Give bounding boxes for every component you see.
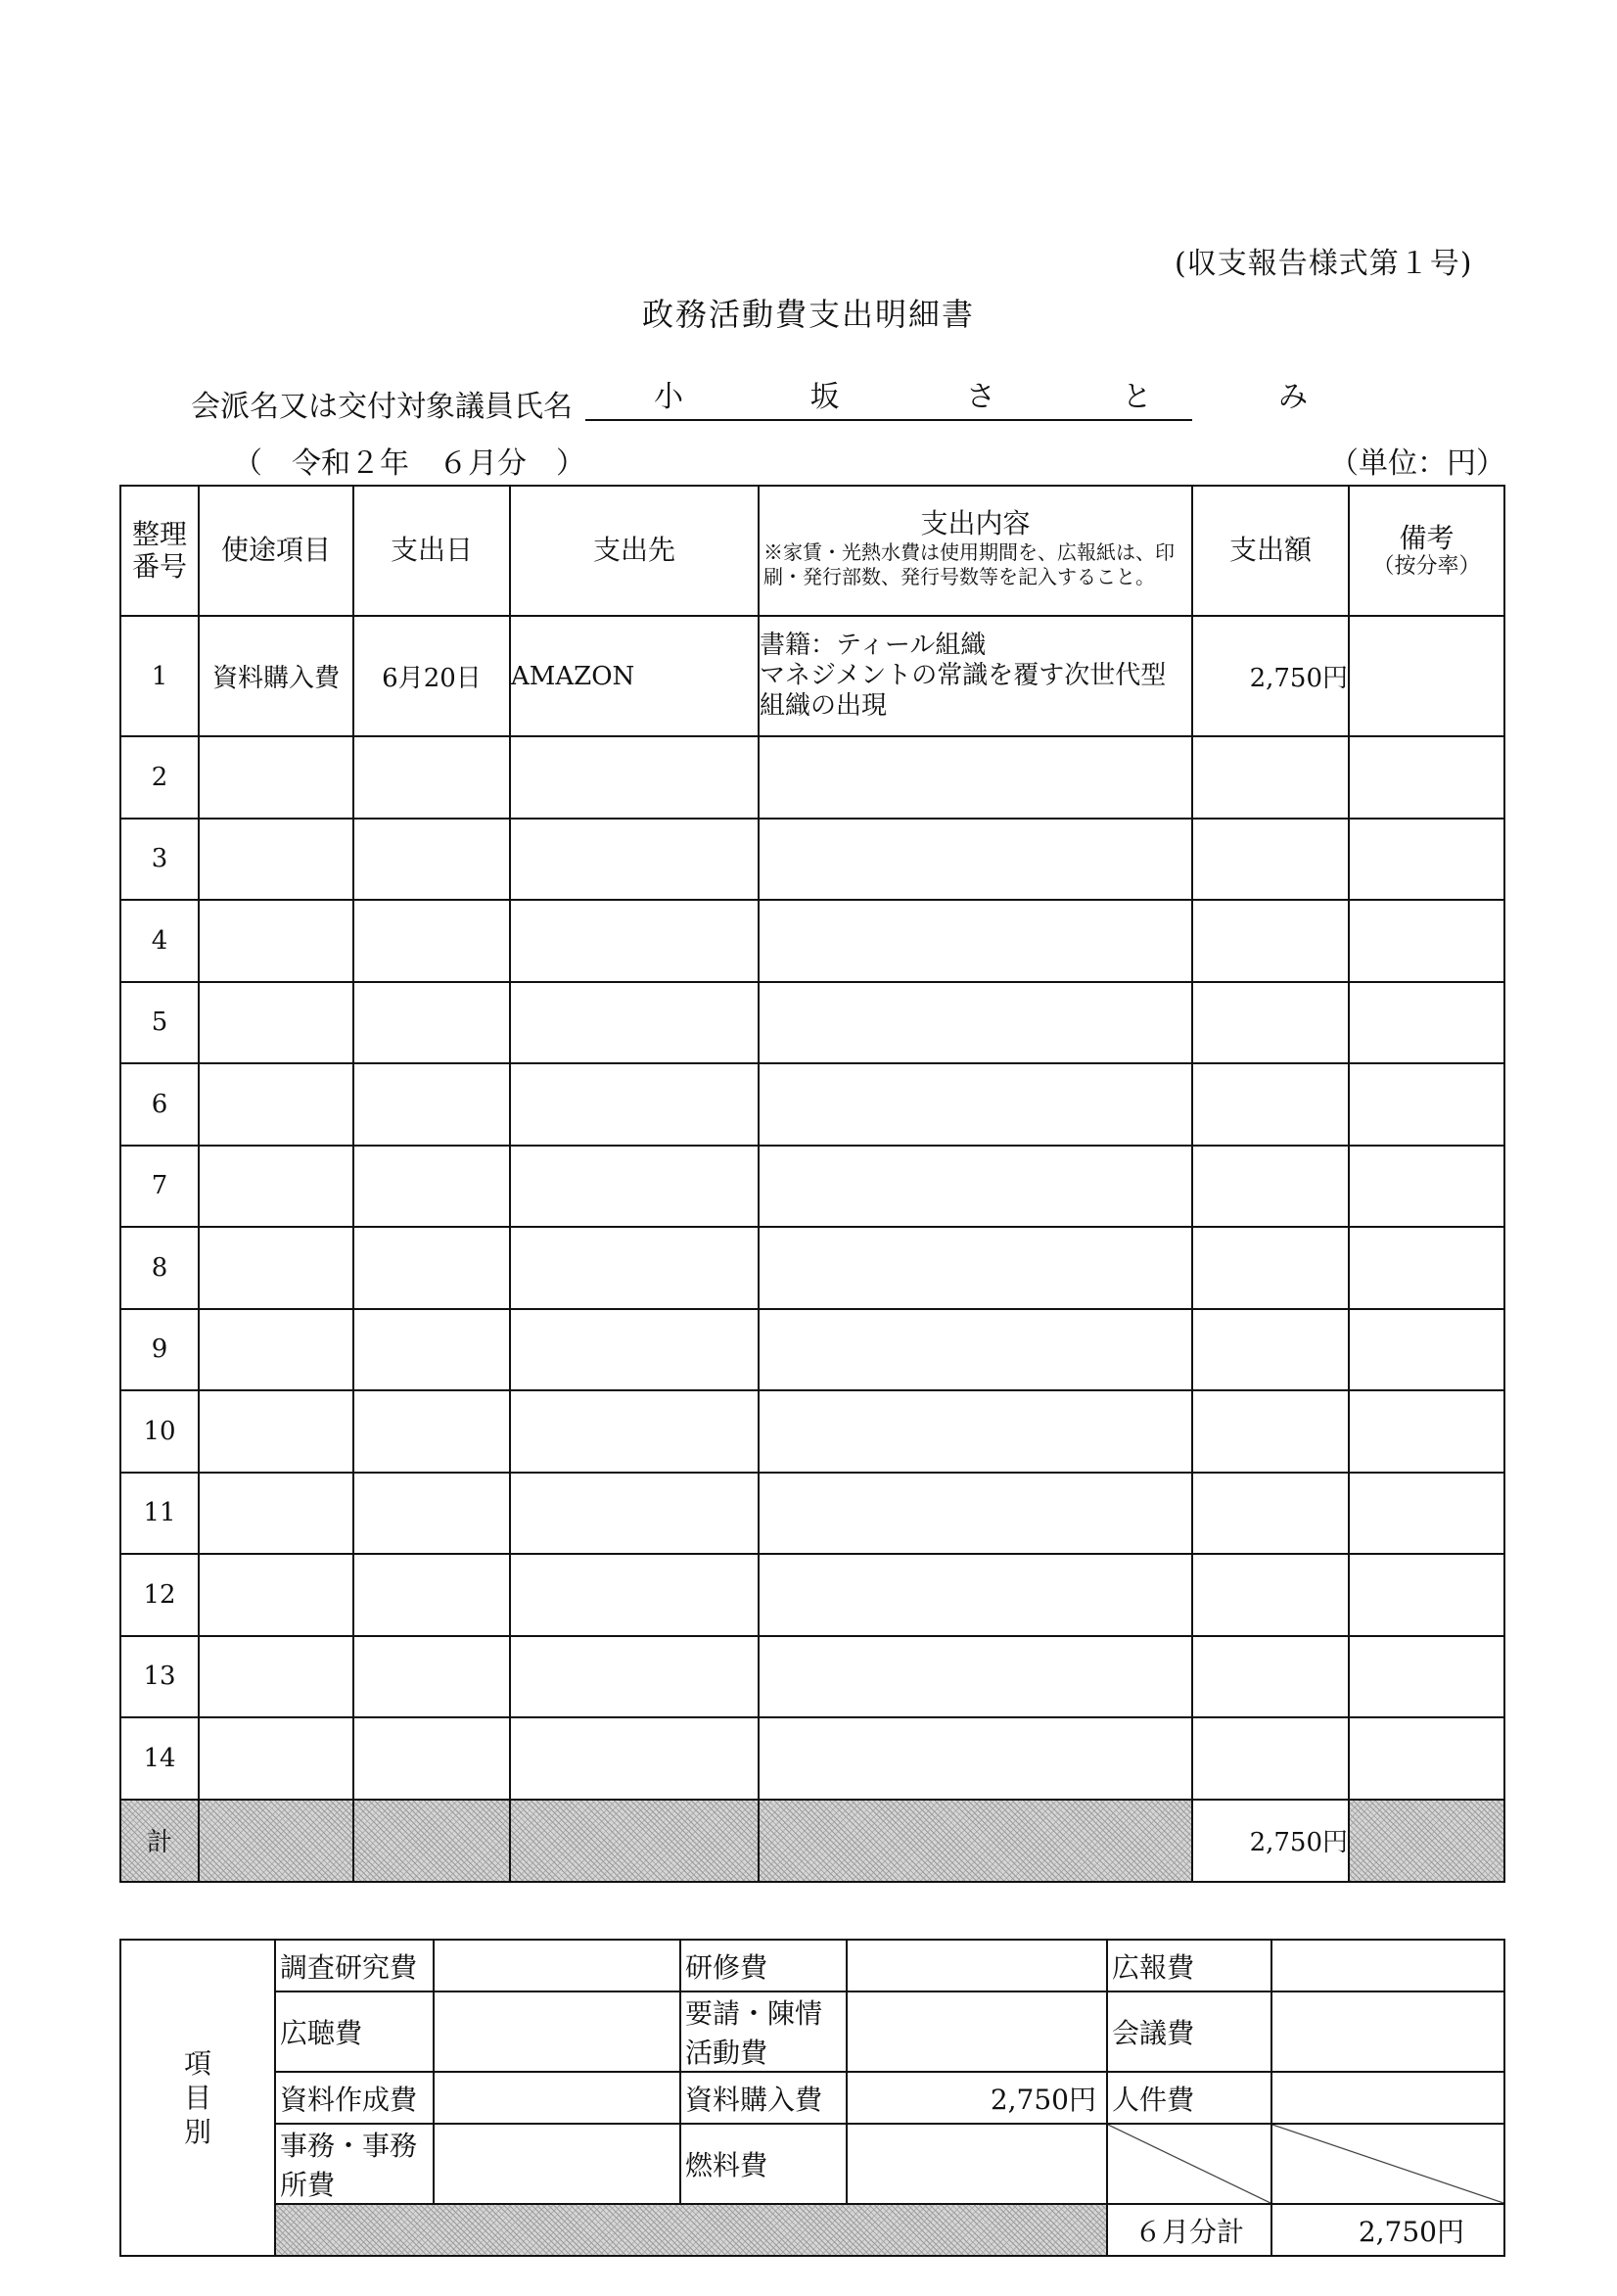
row-number: 14 xyxy=(120,1717,199,1800)
summary-crossed-cell-1 xyxy=(1107,2124,1271,2204)
summary-month-total-value: 2,750円 xyxy=(1271,2204,1504,2256)
table-header-row xyxy=(120,486,1504,616)
total-row xyxy=(120,1800,1504,1882)
row-remarks xyxy=(1349,1309,1504,1391)
summary-label-fuel: 燃料費 xyxy=(680,2124,847,2204)
row-amount xyxy=(1192,1717,1349,1800)
summary-label-petition: 要請・陳情活動費 xyxy=(680,1991,847,2072)
summary-value-pr xyxy=(1271,1940,1504,1991)
row-number: 9 xyxy=(120,1309,199,1391)
row-amount xyxy=(1192,1554,1349,1636)
summary-label-materials-creation: 資料作成費 xyxy=(275,2072,434,2124)
row-number: 7 xyxy=(120,1146,199,1228)
row-amount: 2,750円 xyxy=(1192,616,1349,736)
row-remarks xyxy=(1349,1227,1504,1309)
row-purpose xyxy=(199,982,353,1064)
row-amount xyxy=(1192,1636,1349,1718)
row-payee xyxy=(510,1473,759,1555)
row-amount xyxy=(1192,1227,1349,1309)
table-row xyxy=(120,1227,1504,1309)
table-row xyxy=(120,982,1504,1064)
header-content-note: ※家賃・光熱水費は使用期間を、広報紙は、印刷・発行部数、発行号数等を記入すること。 xyxy=(763,539,1175,588)
row-date xyxy=(353,1473,510,1555)
row-remarks xyxy=(1349,1146,1504,1228)
row-date xyxy=(353,1636,510,1718)
row-number: 13 xyxy=(120,1636,199,1718)
summary-value-hearing xyxy=(434,1991,680,2072)
row-content xyxy=(759,1146,1192,1228)
row-content xyxy=(759,900,1192,982)
row-number: 2 xyxy=(120,736,199,819)
row-amount xyxy=(1192,1390,1349,1473)
row-number: 3 xyxy=(120,819,199,901)
table-row xyxy=(120,1146,1504,1228)
header-date: 支出日 xyxy=(353,486,510,616)
row-remarks xyxy=(1349,1473,1504,1555)
table-row xyxy=(120,900,1504,982)
summary-value-research xyxy=(434,1940,680,1991)
summary-side-label: 項目別 xyxy=(120,1940,275,2256)
header-payee: 支出先 xyxy=(510,486,759,616)
row-purpose xyxy=(199,900,353,982)
page-title: 政務活動費支出明細書 xyxy=(641,296,975,333)
summary-value-materials-purchase: 2,750円 xyxy=(847,2072,1107,2124)
row-date xyxy=(353,1063,510,1146)
row-payee xyxy=(510,982,759,1064)
table-row xyxy=(120,1554,1504,1636)
row-date xyxy=(353,736,510,819)
row-amount xyxy=(1192,1146,1349,1228)
row-remarks xyxy=(1349,819,1504,901)
row-payee xyxy=(510,819,759,901)
row-number: 5 xyxy=(120,982,199,1064)
row-purpose xyxy=(199,1146,353,1228)
summary-label-training: 研修費 xyxy=(680,1940,847,1991)
row-date xyxy=(353,1390,510,1473)
summary-label-meeting: 会議費 xyxy=(1107,1991,1271,2072)
header-no: 整理番号 xyxy=(120,486,199,616)
row-payee xyxy=(510,1309,759,1391)
row-remarks xyxy=(1349,900,1504,982)
row-purpose: 資料購入費 xyxy=(199,616,353,736)
row-content xyxy=(759,1309,1192,1391)
row-remarks xyxy=(1349,982,1504,1064)
row-remarks xyxy=(1349,1390,1504,1473)
row-content xyxy=(759,1717,1192,1800)
total-label: 計 xyxy=(120,1800,199,1882)
row-number: 1 xyxy=(120,616,199,736)
summary-label-research: 調査研究費 xyxy=(275,1940,434,1991)
row-date xyxy=(353,982,510,1064)
row-remarks xyxy=(1349,1717,1504,1800)
header-remarks-title: 備考 xyxy=(1399,521,1455,554)
row-date: 6月20日 xyxy=(353,616,510,736)
row-payee xyxy=(510,1227,759,1309)
row-number: 12 xyxy=(120,1554,199,1636)
header-purpose: 使途項目 xyxy=(199,486,353,616)
summary-value-training xyxy=(847,1940,1107,1991)
row-payee xyxy=(510,1146,759,1228)
row-purpose xyxy=(199,819,353,901)
row-purpose xyxy=(199,1390,353,1473)
row-content xyxy=(759,1554,1192,1636)
summary-value-materials-creation xyxy=(434,2072,680,2124)
summary-value-petition xyxy=(847,1991,1107,2072)
summary-hatched-area xyxy=(275,2204,1107,2256)
summary-label-office: 事務・事務所費 xyxy=(275,2124,434,2204)
row-content xyxy=(759,1636,1192,1718)
row-purpose xyxy=(199,1063,353,1146)
table-row xyxy=(120,736,1504,819)
member-name-value: 小 坂 さ と み xyxy=(585,376,1192,421)
row-amount xyxy=(1192,1309,1349,1391)
row-payee xyxy=(510,900,759,982)
row-date xyxy=(353,1554,510,1636)
row-amount xyxy=(1192,736,1349,819)
row-remarks xyxy=(1349,1636,1504,1718)
row-payee xyxy=(510,1390,759,1473)
summary-label-hearing: 広聴費 xyxy=(275,1991,434,2072)
row-remarks xyxy=(1349,616,1504,736)
table-row xyxy=(120,1390,1504,1473)
row-amount xyxy=(1192,900,1349,982)
member-name-label: 会派名又は交付対象議員氏名 xyxy=(191,390,573,424)
row-date xyxy=(353,1309,510,1391)
row-payee xyxy=(510,1636,759,1718)
category-summary-table xyxy=(119,1939,1505,2257)
expense-detail-table xyxy=(119,485,1505,1883)
row-purpose xyxy=(199,1309,353,1391)
total-blank-remarks xyxy=(1349,1800,1504,1882)
summary-month-total-label: ６月分計 xyxy=(1107,2204,1271,2256)
summary-value-personnel xyxy=(1271,2072,1504,2124)
row-number: 8 xyxy=(120,1227,199,1309)
row-amount xyxy=(1192,819,1349,901)
header-amount: 支出額 xyxy=(1192,486,1349,616)
row-remarks xyxy=(1349,1063,1504,1146)
row-content xyxy=(759,1390,1192,1473)
total-blank-content xyxy=(759,1800,1192,1882)
table-row xyxy=(120,1473,1504,1555)
row-date xyxy=(353,900,510,982)
row-remarks xyxy=(1349,1554,1504,1636)
row-number: 6 xyxy=(120,1063,199,1146)
row-content xyxy=(759,982,1192,1064)
summary-value-meeting xyxy=(1271,1991,1504,2072)
table-row xyxy=(120,1309,1504,1391)
header-remarks xyxy=(1349,486,1504,616)
row-number: 10 xyxy=(120,1390,199,1473)
summary-value-office xyxy=(434,2124,680,2204)
row-payee: AMAZON xyxy=(510,616,759,736)
row-payee xyxy=(510,1717,759,1800)
row-date xyxy=(353,819,510,901)
header-content-title: 支出内容 xyxy=(920,507,1031,540)
row-purpose xyxy=(199,1717,353,1800)
row-amount xyxy=(1192,982,1349,1064)
row-number: 4 xyxy=(120,900,199,982)
row-purpose xyxy=(199,1636,353,1718)
row-date xyxy=(353,1717,510,1800)
form-number-label: (収支報告様式第１号) xyxy=(1175,247,1473,281)
row-payee xyxy=(510,736,759,819)
row-purpose xyxy=(199,736,353,819)
total-blank-purpose xyxy=(199,1800,353,1882)
row-amount xyxy=(1192,1473,1349,1555)
total-blank-date xyxy=(353,1800,510,1882)
row-remarks xyxy=(1349,736,1504,819)
row-content xyxy=(759,1473,1192,1555)
row-content xyxy=(759,819,1192,901)
total-amount: 2,750円 xyxy=(1192,1800,1349,1882)
summary-label-pr: 広報費 xyxy=(1107,1940,1271,1991)
table-row xyxy=(120,616,1504,736)
table-row xyxy=(120,1063,1504,1146)
header-content xyxy=(759,486,1192,616)
row-content xyxy=(759,1227,1192,1309)
row-payee xyxy=(510,1554,759,1636)
row-number: 11 xyxy=(120,1473,199,1555)
row-payee xyxy=(510,1063,759,1146)
summary-crossed-cell-2 xyxy=(1271,2124,1504,2204)
row-content xyxy=(759,736,1192,819)
report-period: （ 令和２年 ６月分 ） xyxy=(233,446,585,481)
row-content xyxy=(759,1063,1192,1146)
total-blank-payee xyxy=(510,1800,759,1882)
row-purpose xyxy=(199,1227,353,1309)
row-purpose xyxy=(199,1473,353,1555)
row-purpose xyxy=(199,1554,353,1636)
table-row xyxy=(120,1636,1504,1718)
header-remarks-sub: （按分率） xyxy=(1372,553,1481,579)
row-date xyxy=(353,1146,510,1228)
table-row xyxy=(120,819,1504,901)
row-content: 書籍：ティール組織 マネジメントの常識を覆す次世代型組織の出現 xyxy=(759,616,1192,736)
table-row xyxy=(120,1717,1504,1800)
row-date xyxy=(353,1227,510,1309)
row-amount xyxy=(1192,1063,1349,1146)
unit-label: （単位：円） xyxy=(1329,446,1505,481)
summary-label-materials-purchase: 資料購入費 xyxy=(680,2072,847,2124)
summary-label-personnel: 人件費 xyxy=(1107,2072,1271,2124)
summary-value-fuel xyxy=(847,2124,1107,2204)
